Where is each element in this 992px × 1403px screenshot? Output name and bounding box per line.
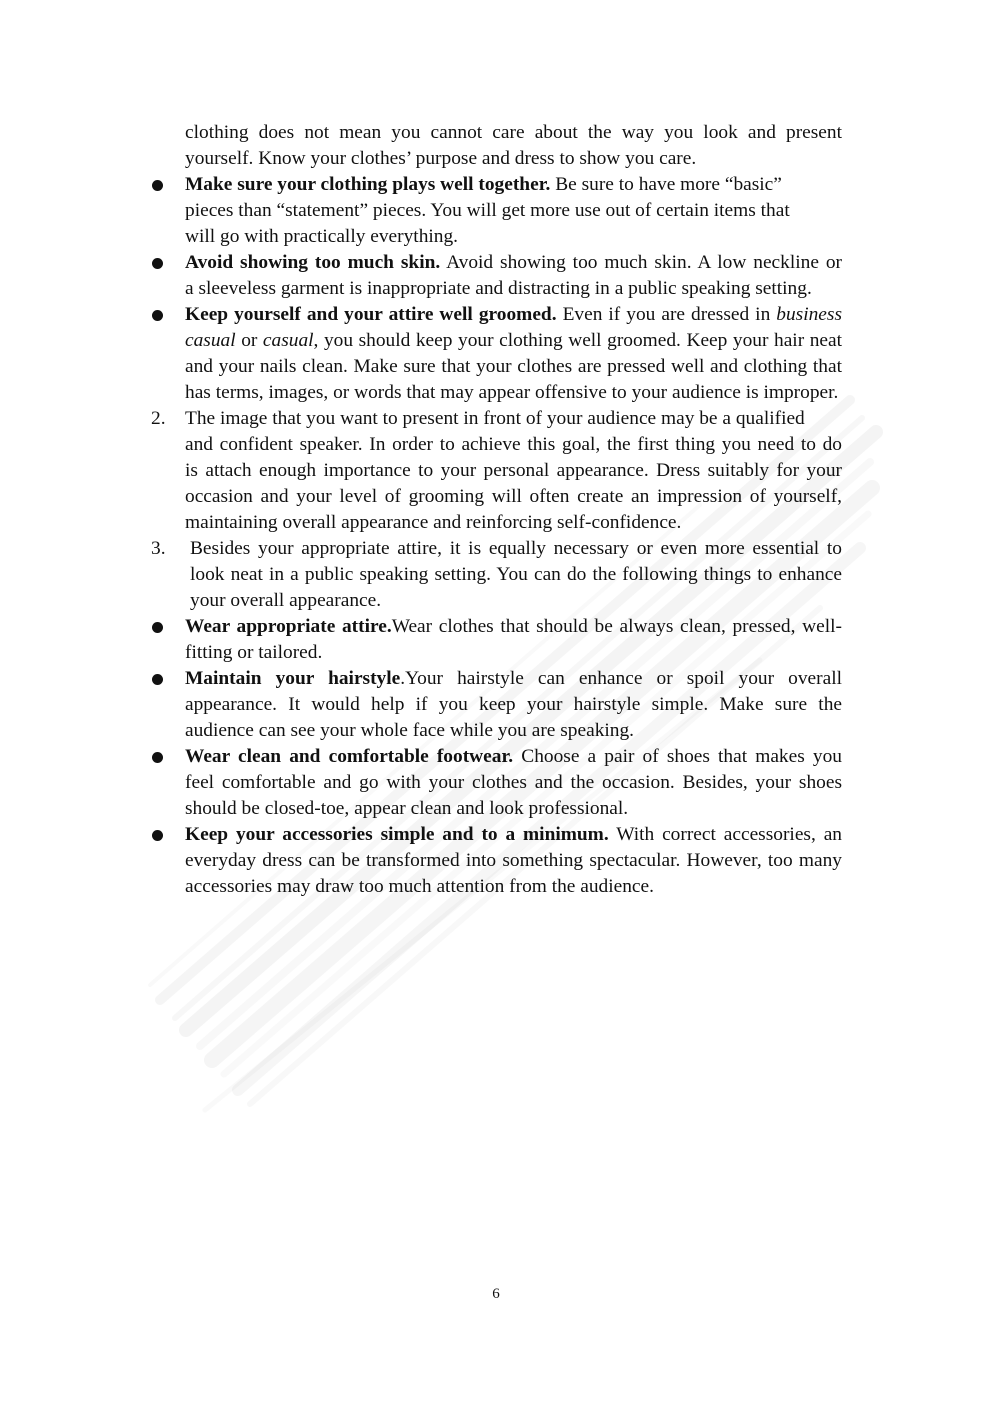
bullet-accessories	[0, 822, 842, 900]
bullet-text: Even if you are dressed in	[556, 304, 777, 325]
numbered-item-3	[0, 536, 842, 614]
text-line: yourself. Know your clothes’ purpose and dress to show you care.	[185, 148, 697, 169]
bullet-text: Avoid showing too much skin. A low neckline or	[440, 252, 843, 273]
bullet-heading: Wear appropriate attire.	[185, 616, 392, 637]
text-line	[185, 614, 842, 640]
italic-term: casual	[262, 330, 314, 351]
bullet-heading: Wear clean and comfortable footwear.	[185, 746, 514, 767]
bullet-appropriate-attire	[0, 614, 842, 666]
bullet-clothing-together	[0, 172, 842, 250]
bullet-heading: Avoid showing too much skin.	[185, 252, 441, 273]
bullet-text: , you should keep your clothing well groomed. Keep your hair neat	[313, 330, 842, 351]
bullet-heading: Keep yourself and your attire well groomed.	[185, 304, 557, 325]
bullet-icon	[152, 622, 163, 633]
italic-term: business	[776, 304, 842, 325]
text-line: and your nails clean. Make sure that your clothes are pressed well and clothing that	[185, 356, 842, 377]
text-line: a sleeveless garment is inappropriate and distracting in a public speaking setting.	[185, 278, 812, 299]
bullet-text: or	[235, 330, 263, 351]
bullet-text: Choose a pair of shoes that makes you	[513, 746, 842, 767]
text-line: fitting or tailored.	[185, 642, 323, 663]
text-line: feel comfortable and go with your clothes and the occasion. Besides, your shoes	[185, 772, 842, 793]
bullet-heading: Make sure your clothing plays well together.	[185, 174, 551, 195]
bullet-text: .Your hairstyle can enhance or spoil your overall	[400, 668, 842, 689]
text-line: pieces than “statement” pieces. You will get more use out of certain items that	[185, 200, 790, 221]
text-line: clothing does not mean you cannot care about the way you look and present	[185, 122, 842, 143]
italic-term: casual	[185, 330, 236, 351]
text-line: Besides your appropriate attire, it is equally necessary or even more essential to	[190, 538, 842, 559]
text-line	[185, 250, 842, 276]
text-line: everyday dress can be transformed into something spectacular. However, too many	[185, 850, 842, 871]
page-number: 6	[492, 1286, 500, 1302]
text-line: should be closed-toe, appear clean and look professional.	[185, 798, 629, 819]
text-line: The image that you want to present in front of your audience may be a qualified	[185, 408, 805, 429]
bullet-text: Be sure to have more “basic”	[550, 174, 782, 195]
bullet-icon	[152, 752, 163, 763]
bullet-icon	[152, 310, 163, 321]
bullet-text: Wear clothes that should be always clean, pressed, well-	[391, 616, 842, 637]
bullet-icon	[152, 258, 163, 269]
text-line	[185, 666, 842, 692]
text-line: audience can see your whole face while you are speaking.	[185, 720, 635, 741]
text-line: and confident speaker. In order to achieve this goal, the first thing you need to do	[185, 434, 842, 455]
text-line: occasion and your level of grooming will often create an impression of yourself,	[185, 486, 842, 507]
text-line	[185, 172, 842, 198]
intro-paragraph	[0, 120, 842, 172]
item-number: 3.	[151, 538, 166, 559]
bullet-well-groomed	[0, 302, 842, 406]
text-line	[185, 302, 842, 328]
text-line: has terms, images, or words that may appear offensive to your audience is improper.	[185, 382, 839, 403]
bullet-icon	[152, 674, 163, 685]
document-body	[0, 120, 842, 900]
text-line: will go with practically everything.	[185, 226, 459, 247]
bullet-heading: Keep your accessories simple and to a minimum.	[185, 824, 609, 845]
bullet-icon	[152, 180, 163, 191]
text-line: look neat in a public speaking setting. You can do the following things to enhance	[190, 564, 842, 585]
text-line: your overall appearance.	[190, 590, 382, 611]
text-line: maintaining overall appearance and reinforcing self-confidence.	[185, 512, 682, 533]
item-number: 2.	[151, 408, 166, 429]
bullet-icon	[152, 830, 163, 841]
text-line	[185, 822, 842, 848]
text-line	[185, 744, 842, 770]
text-line: is attach enough importance to your personal appearance. Dress suitably for your	[185, 460, 842, 481]
bullet-avoid-skin	[0, 250, 842, 302]
bullet-text: With correct accessories, an	[608, 824, 842, 845]
bullet-hairstyle	[0, 666, 842, 744]
text-line: appearance. It would help if you keep your hairstyle simple. Make sure the	[185, 694, 842, 715]
text-line: accessories may draw too much attention from the audience.	[185, 876, 654, 897]
bullet-footwear	[0, 744, 842, 822]
bullet-heading: Maintain your hairstyle	[185, 668, 401, 689]
numbered-item-2	[0, 406, 842, 536]
text-line	[185, 328, 842, 354]
